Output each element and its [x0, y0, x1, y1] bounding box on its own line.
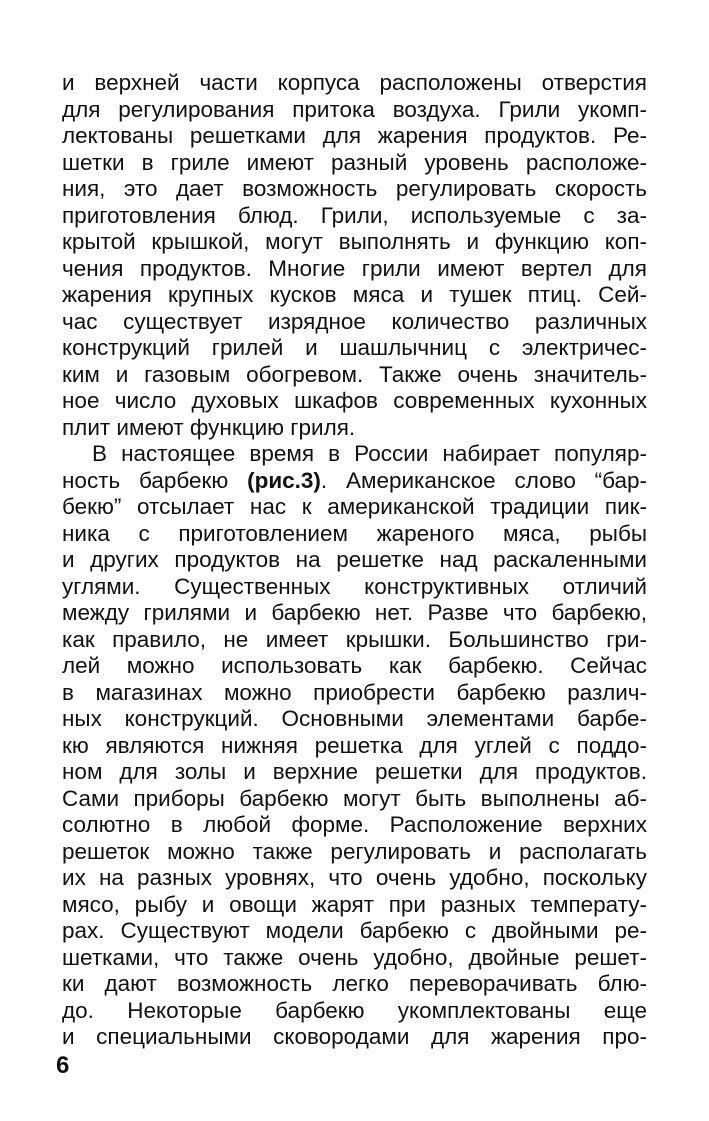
paragraph-grills	[62, 70, 647, 441]
text-line: ное число духовых шкафов современных кухонных	[62, 388, 647, 413]
text-line: плит имеют функцию гриля.	[62, 414, 356, 440]
text-line: углями. Существенных конструктивных отличий	[62, 573, 647, 599]
text-line: жарения крупных кусков мяса и тушек птиц. Сей-	[62, 282, 647, 307]
text-line-with-figure-ref	[62, 468, 647, 495]
text-line: рах. Существуют модели барбекю с двойными ре-	[62, 918, 647, 943]
text-line: Сами приборы барбекю могут быть выполнены аб-	[62, 785, 647, 811]
text-line: ных конструкций. Основными элементами барбе-	[62, 706, 647, 731]
text-line: как правило, не имеет крышки. Большинство гри-	[62, 626, 647, 652]
text-line: их на разных уровнях, что очень удобно, поскольку	[62, 865, 647, 890]
text-line: чения продуктов. Многие грили имеют вертел для	[62, 255, 647, 281]
text-line: крытой крышкой, могут выполнять и функцию коп-	[62, 229, 647, 254]
text-line: В настоящее время в России набирает популяр-	[92, 441, 647, 466]
text-line: приготовления блюд. Грили, используемые с за-	[62, 202, 647, 228]
text-line: решеток можно также регулировать и располагать	[62, 838, 647, 864]
text-fragment: . Американское слово “бар-	[320, 467, 647, 493]
text-line: ким и газовым обогревом. Также очень значитель-	[62, 361, 647, 387]
text-line: до. Некоторые барбекю укомплектованы еще	[62, 997, 647, 1023]
text-line: для регулирования притока воздуха. Грили укомп-	[62, 96, 647, 122]
text-line: и других продуктов на решетке над раскаленными	[62, 547, 647, 572]
figure-reference: (рис.3)	[247, 467, 321, 493]
text-line: лей можно использовать как барбекю. Сейчас	[62, 653, 647, 678]
body-text	[62, 70, 647, 1051]
text-line: кю являются нижняя решетка для углей с поддо-	[62, 732, 647, 758]
text-line: ном для золы и верхние решетки для продуктов.	[62, 759, 647, 784]
text-line: шетки в гриле имеют разный уровень расположе-	[62, 149, 647, 175]
text-fragment: ность барбекю	[62, 467, 248, 493]
text-line: и верхней части корпуса расположены отверстия	[62, 70, 647, 95]
text-line: в магазинах можно приобрести барбекю различ-	[62, 679, 647, 705]
text-line: лектованы решетками для жарения продуктов. Ре-	[62, 123, 647, 148]
text-line: солютно в любой форме. Расположение верхних	[62, 812, 647, 837]
text-line: ния, это дает возможность регулировать скорость	[62, 176, 647, 201]
text-line: шетками, что также очень удобно, двойные решет-	[62, 944, 647, 970]
text-line: ника с приготовлением жареного мяса, рыбы	[62, 520, 647, 546]
page-number: 6	[56, 1052, 70, 1079]
text-line: и специальными сковородами для жарения про-	[62, 1024, 647, 1049]
text-line: между грилями и барбекю нет. Разве что барбекю,	[62, 600, 647, 625]
text-line: бекю” отсылает нас к американской традиции пик-	[62, 494, 647, 519]
text-line: час существует изрядное количество различных	[62, 308, 647, 334]
paragraph-barbecue	[62, 441, 647, 1051]
text-line: ки дают возможность легко переворачивать блю-	[62, 971, 647, 996]
text-line: мясо, рыбу и овощи жарят при разных температу-	[62, 891, 647, 917]
text-line: конструкций грилей и шашлычниц с электричес-	[62, 335, 647, 360]
